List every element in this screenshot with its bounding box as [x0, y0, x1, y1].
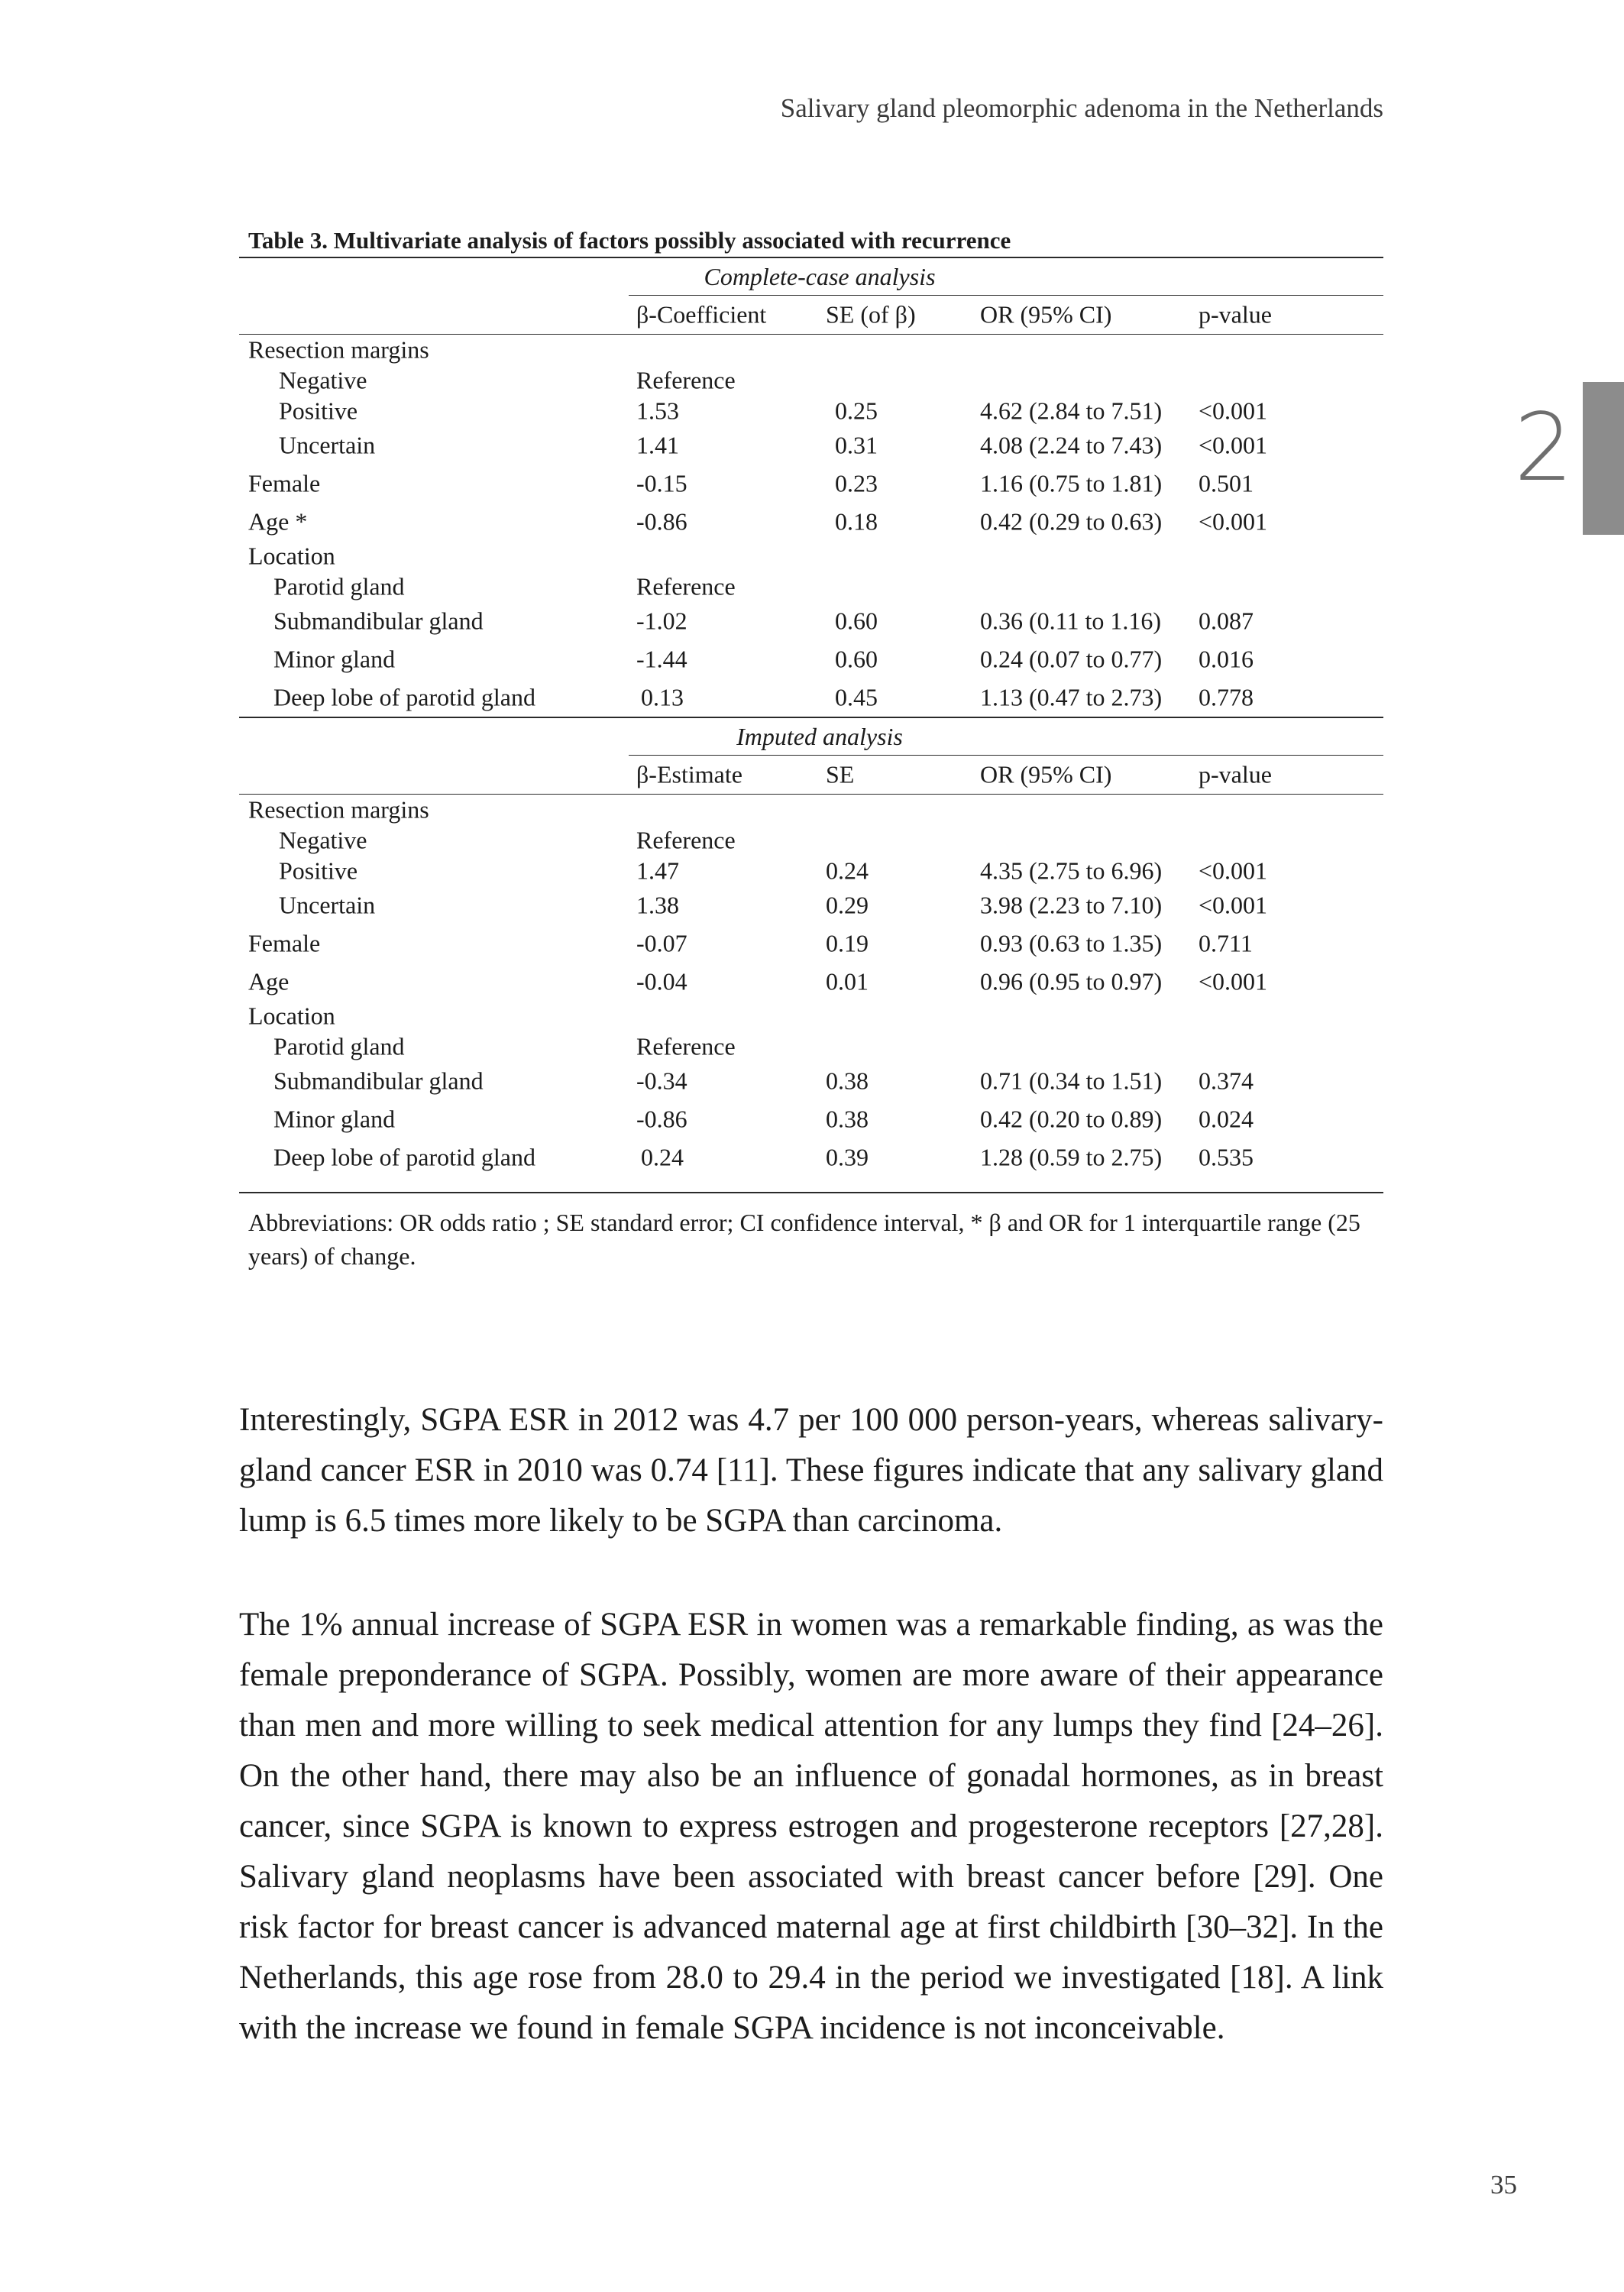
or-cell: 0.93 (0.63 to 1.35)	[980, 929, 1163, 957]
table-row	[239, 426, 1383, 465]
table-row	[239, 465, 1383, 503]
table-row	[239, 1001, 1383, 1031]
body-paragraph: Interestingly, SGPA ESR in 2012 was 4.7 per 100 000 person-years, whereas salivary-gland cancer ESR in 2010 was 0.74 [11]. These figures indicate that any salivary gland lump is 6.5 times more likely to be SGPA than carcinoma.	[239, 1402, 1383, 1539]
or-cell: 0.96 (0.95 to 0.97)	[980, 967, 1163, 995]
table-row	[239, 396, 1383, 426]
p-value-cell: <0.001	[1199, 856, 1268, 885]
table-row	[239, 1100, 1383, 1138]
column-header: p-value	[1199, 300, 1272, 329]
row-label: Minor gland	[273, 1105, 396, 1133]
column-header: p-value	[1199, 760, 1272, 788]
p-value-cell: 0.535	[1199, 1143, 1254, 1171]
p-value-cell: <0.001	[1199, 967, 1268, 995]
row-label: Submandibular gland	[273, 607, 484, 635]
chapter-number: 2	[1514, 393, 1574, 502]
table-row	[239, 963, 1383, 1001]
p-value-cell: <0.001	[1199, 397, 1268, 425]
p-value-cell: 0.501	[1199, 469, 1254, 497]
row-label: Negative	[279, 366, 367, 394]
coefficient-cell: Reference	[636, 572, 736, 601]
column-header: β-Coefficient	[636, 300, 767, 329]
coefficient-cell: -0.86	[636, 507, 687, 536]
column-header: OR (95% CI)	[980, 760, 1112, 788]
section-title-complete: Complete-case analysis	[704, 263, 936, 290]
se-cell: 0.18	[835, 507, 878, 536]
table-row	[239, 825, 1383, 856]
table-row	[239, 640, 1383, 678]
row-label: Parotid gland	[273, 572, 405, 601]
row-label: Female	[248, 469, 321, 497]
row-label: Resection margins	[248, 335, 429, 364]
table-row	[239, 795, 1383, 825]
or-cell: 0.24 (0.07 to 0.77)	[980, 645, 1163, 673]
p-value-cell: 0.087	[1199, 607, 1254, 635]
row-label: Resection margins	[248, 795, 429, 824]
coefficient-cell: Reference	[636, 826, 736, 854]
column-header: OR (95% CI)	[980, 300, 1112, 329]
coefficient-cell: -0.34	[636, 1067, 687, 1095]
row-label: Age	[248, 967, 290, 995]
p-value-cell: 0.374	[1199, 1067, 1254, 1095]
results-table	[239, 225, 1383, 1273]
table-bottom-rule	[239, 1192, 1383, 1193]
table-row	[239, 1138, 1383, 1177]
se-cell: 0.60	[835, 607, 878, 635]
or-cell: 1.28 (0.59 to 2.75)	[980, 1143, 1163, 1171]
table-row	[239, 602, 1383, 640]
se-cell: 0.25	[835, 397, 878, 425]
row-label: Positive	[279, 856, 358, 885]
row-label: Age *	[248, 507, 308, 536]
se-cell: 0.19	[826, 929, 869, 957]
coefficient-cell: -1.44	[636, 645, 687, 673]
running-header: Salivary gland pleomorphic adenoma in the Netherlands	[780, 93, 1383, 123]
se-cell: 0.39	[826, 1143, 869, 1171]
column-header: β-Estimate	[636, 760, 742, 788]
p-value-cell: <0.001	[1199, 431, 1268, 459]
se-cell: 0.23	[835, 469, 878, 497]
row-label: Location	[248, 542, 335, 570]
row-label: Uncertain	[279, 891, 376, 919]
table-row	[239, 365, 1383, 396]
or-cell: 4.08 (2.24 to 7.43)	[980, 431, 1163, 459]
coefficient-cell: -0.07	[636, 929, 687, 957]
p-value-cell: <0.001	[1199, 507, 1268, 536]
row-label: Minor gland	[273, 645, 396, 673]
row-label: Deep lobe of parotid gland	[273, 1143, 535, 1171]
chapter-tab	[1583, 382, 1624, 535]
table-row	[239, 335, 1383, 365]
coefficient-cell: 0.13	[641, 683, 684, 711]
table-row	[239, 571, 1383, 602]
coefficient-cell: -0.15	[636, 469, 687, 497]
coefficient-cell: 1.53	[636, 397, 679, 425]
or-cell: 0.71 (0.34 to 1.51)	[980, 1067, 1163, 1095]
se-cell: 0.31	[835, 431, 878, 459]
coefficient-cell: -1.02	[636, 607, 687, 635]
coefficient-cell: 0.24	[641, 1143, 684, 1171]
row-label: Location	[248, 1002, 335, 1030]
p-value-cell: 0.016	[1199, 645, 1254, 673]
table-row	[239, 856, 1383, 886]
page-number: 35	[1490, 2170, 1517, 2200]
coefficient-cell: 1.41	[636, 431, 679, 459]
p-value-cell: 0.778	[1199, 683, 1254, 711]
row-label: Positive	[279, 397, 358, 425]
se-cell: 0.38	[826, 1067, 869, 1095]
table-title: Table 3. Multivariate analysis of factors possibly associated with recurrence	[248, 227, 1011, 254]
row-label: Parotid gland	[273, 1032, 405, 1060]
or-cell: 1.13 (0.47 to 2.73)	[980, 683, 1163, 711]
body-paragraph: The 1% annual increase of SGPA ESR in women was a remarkable finding, as was the female preponderance of SGPA. Possibly, women are more aware of their appearance than men and more willing to seek medical attention for any lumps they find [24–26]. On the other hand, there may also be an influence of gonadal hormones, as in breast cancer, since SGPA is known to express estrogen and progesterone receptors [27,28]. Salivary gland neoplasms have been associated with breast cancer before [29]. One risk factor for breast cancer is advanced maternal age at first childbirth [30–32]. In the Netherlands, this age rose from 28.0 to 29.4 in the period we investigated [18]. A link with the increase we found in female SGPA incidence is not inconceivable.	[239, 1607, 1383, 2046]
table-row	[239, 1031, 1383, 1062]
table-row	[239, 678, 1383, 717]
column-header: SE	[826, 760, 855, 788]
p-value-cell: 0.711	[1199, 929, 1253, 957]
table-row	[239, 541, 1383, 571]
coefficient-cell: -0.86	[636, 1105, 687, 1133]
row-label: Deep lobe of parotid gland	[273, 683, 535, 711]
section-title-imputed: Imputed analysis	[736, 723, 903, 750]
table-row	[239, 1062, 1383, 1100]
coefficient-cell: Reference	[636, 1032, 736, 1060]
or-cell: 0.42 (0.29 to 0.63)	[980, 507, 1163, 536]
se-cell: 0.24	[826, 856, 869, 885]
se-cell: 0.29	[826, 891, 869, 919]
p-value-cell: 0.024	[1199, 1105, 1254, 1133]
row-label: Submandibular gland	[273, 1067, 484, 1095]
or-cell: 1.16 (0.75 to 1.81)	[980, 469, 1163, 497]
p-value-cell: <0.001	[1199, 891, 1268, 919]
table-footnote: Abbreviations: OR odds ratio ; SE standard error; CI confidence interval, * β and OR for 1 interquartile range (25 years) of change.	[248, 1209, 1360, 1270]
se-cell: 0.45	[835, 683, 878, 711]
coefficient-cell: 1.38	[636, 891, 679, 919]
table-row	[239, 924, 1383, 963]
se-cell: 0.01	[826, 967, 869, 995]
or-cell: 0.36 (0.11 to 1.16)	[980, 607, 1162, 635]
row-label: Negative	[279, 826, 367, 854]
column-header: SE (of β)	[826, 300, 916, 329]
or-cell: 4.35 (2.75 to 6.96)	[980, 856, 1163, 885]
column-header-row	[239, 756, 1383, 794]
column-header-row	[239, 296, 1383, 334]
coefficient-cell: Reference	[636, 366, 736, 394]
coefficient-cell: -0.04	[636, 967, 687, 995]
row-label: Female	[248, 929, 321, 957]
or-cell: 4.62 (2.84 to 7.51)	[980, 397, 1163, 425]
row-label: Uncertain	[279, 431, 376, 459]
table-row	[239, 886, 1383, 924]
table-row	[239, 503, 1383, 541]
se-cell: 0.60	[835, 645, 878, 673]
se-cell: 0.38	[826, 1105, 869, 1133]
coefficient-cell: 1.47	[636, 856, 679, 885]
or-cell: 3.98 (2.23 to 7.10)	[980, 891, 1163, 919]
or-cell: 0.42 (0.20 to 0.89)	[980, 1105, 1163, 1133]
